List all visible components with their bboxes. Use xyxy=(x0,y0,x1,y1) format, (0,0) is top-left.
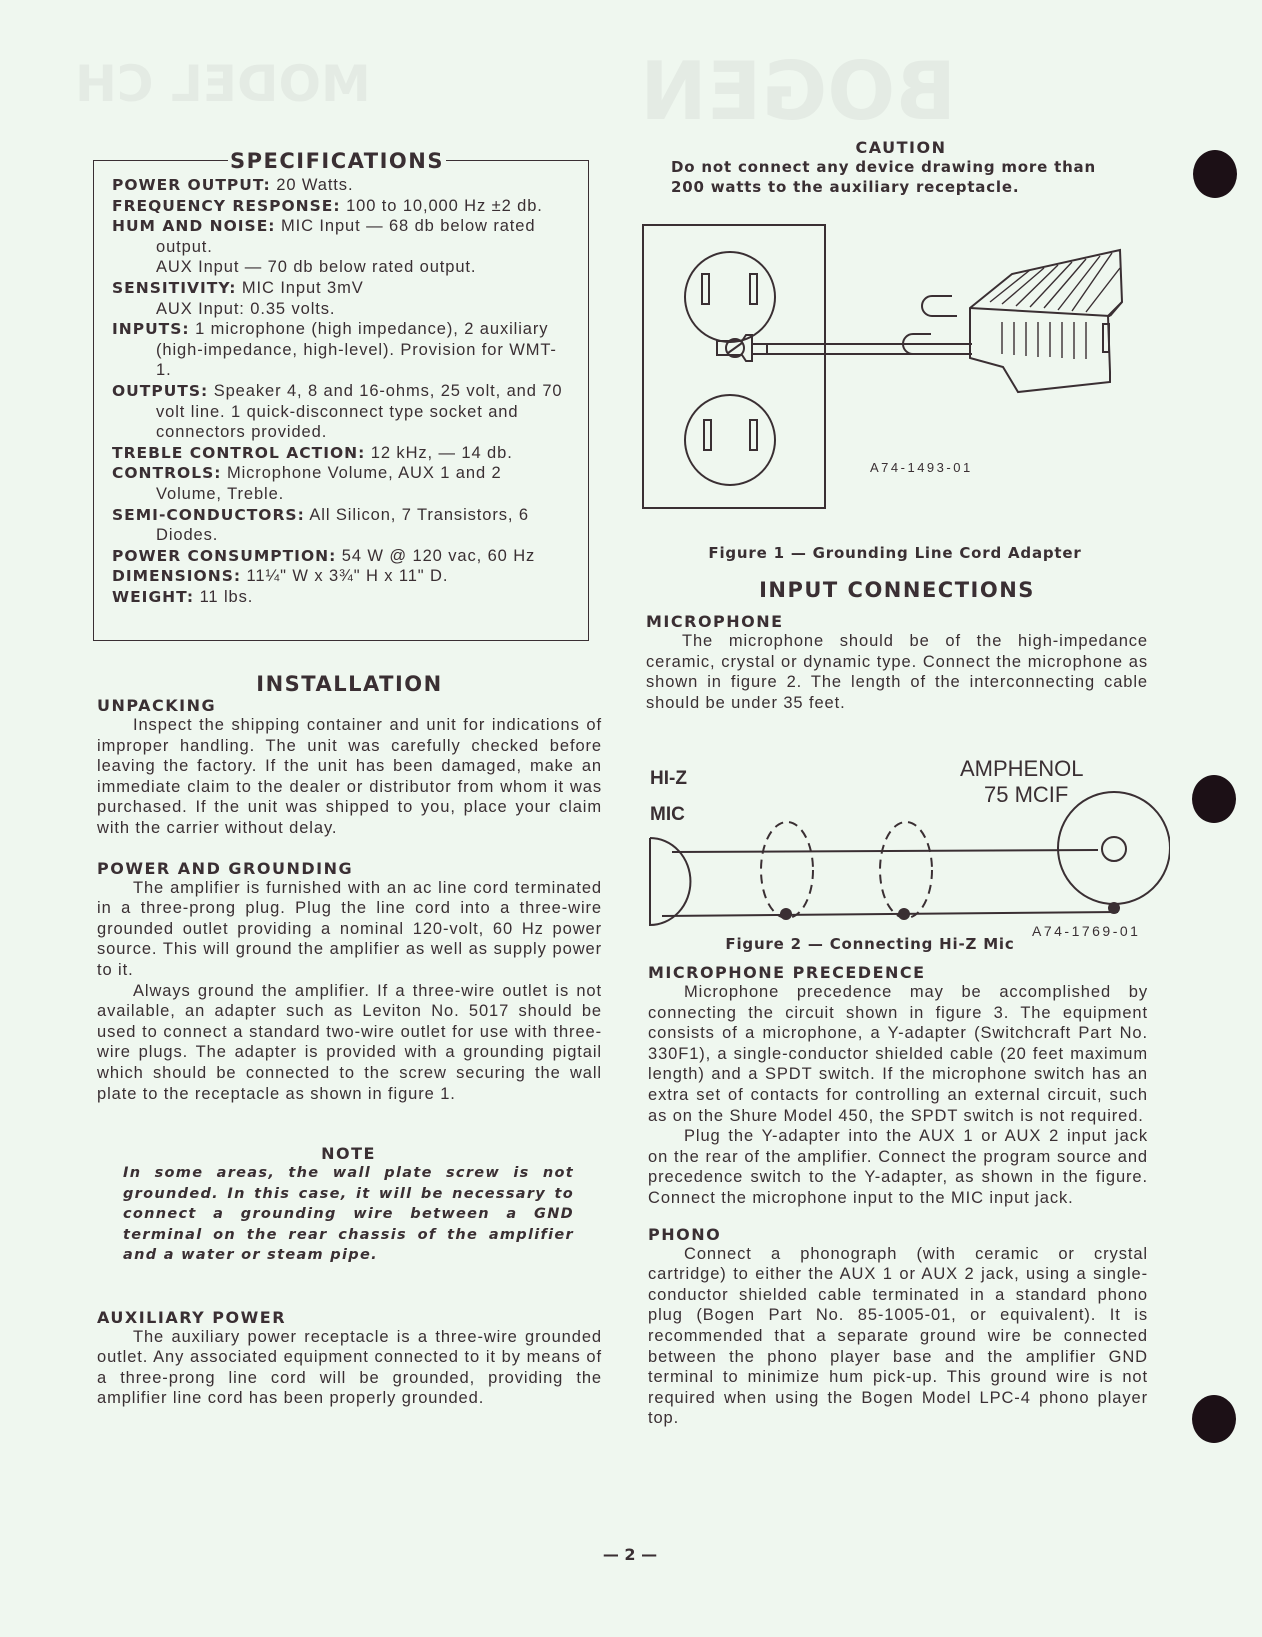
signal-conductor xyxy=(672,850,1098,852)
outlet-lower xyxy=(685,395,775,485)
amphenol-model-label: 75 MCIF xyxy=(984,782,1069,807)
spec-dimensions: DIMENSIONS: 11¼" W x 3¾" H x 11" D. xyxy=(112,567,449,586)
bleed-through-model-text: MODEL CH xyxy=(75,55,371,113)
caution-block xyxy=(671,138,1131,197)
pigtail-wire xyxy=(767,344,972,354)
mic-precedence-heading: MICROPHONE PRECEDENCE xyxy=(648,963,926,982)
spec-semiconductors: SEMI-CONDUCTORS: All Silicon, 7 Transistors, 6 Diodes. xyxy=(112,505,529,545)
specifications-box xyxy=(93,149,589,641)
aux-power-text: The auxiliary power receptacle is a three-wire grounded outlet. Any associated equipment connected to it by means of a three-prong line cord will be grounded, providing the amplifier line cord has been properly grounded. xyxy=(97,1327,602,1408)
amphenol-label: AMPHENOL xyxy=(960,756,1084,781)
right-column xyxy=(646,578,1148,713)
phono-text: Connect a phonograph (with ceramic or crystal cartridge) to either the AUX 1 or AUX 2 jack, using a single-conductor shielded cable terminated in a standard phono plug (Bogen Part No. 85-1005-01, or equivalent). It is recommended that a separate ground wire be connected between the phono player base and the amplifier GND terminal to minimize hum pick-up. This ground wire is not required when using the Bogen Model LPC-4 phono player top. xyxy=(648,1244,1148,1428)
figure-2-id: A74-1769-01 xyxy=(1032,923,1141,939)
shield-loop-2 xyxy=(880,822,932,918)
shield-loop-1 xyxy=(761,822,813,918)
figure-1-grounding-adapter xyxy=(640,222,1160,512)
note-block xyxy=(97,1144,602,1266)
spec-outputs: OUTPUTS: Speaker 4, 8 and 16-ohms, 25 volt, and 70 volt line. 1 quick-disconnect type socket and connectors provided. xyxy=(112,381,563,442)
aux-power-heading: AUXILIARY POWER xyxy=(97,1307,287,1327)
specifications-list xyxy=(112,175,572,607)
input-connections-title: INPUT CONNECTIONS xyxy=(759,578,1035,602)
figure-1-caption: Figure 1 — Grounding Line Cord Adapter xyxy=(708,544,1082,562)
left-column xyxy=(97,672,602,1409)
figure-1-id: A74-1493-01 xyxy=(870,460,973,475)
spec-frequency-response: FREQUENCY RESPONSE: 100 to 10,000 Hz ±2 db. xyxy=(112,196,543,215)
spec-controls: CONTROLS: Microphone Volume, AUX 1 and 2 Volume, Treble. xyxy=(112,464,502,503)
hiz-label: HI-Z xyxy=(650,768,687,789)
figure-2-hiz-mic-diagram xyxy=(640,750,1170,940)
phono-heading: PHONO xyxy=(648,1224,722,1244)
figure-2-caption: Figure 2 — Connecting Hi-Z Mic xyxy=(725,935,1015,953)
spec-sensitivity: SENSITIVITY: MIC Input 3mV AUX Input: 0.35 volts. xyxy=(112,278,364,318)
spec-treble-control: TREBLE CONTROL ACTION: 12 kHz, — 14 db. xyxy=(112,443,513,462)
right-column-lower xyxy=(648,963,1148,1429)
amphenol-pin xyxy=(1102,837,1126,861)
wall-plate xyxy=(643,225,825,508)
spec-inputs: INPUTS: 1 microphone (high impedance), 2 auxiliary (high-impedance, high-level). Provision for WMT-1. xyxy=(112,320,557,380)
binder-hole-bottom xyxy=(1192,1395,1236,1443)
spec-power-consumption: POWER CONSUMPTION: 54 W @ 120 vac, 60 Hz xyxy=(112,546,536,565)
mic-precedence-text: Microphone precedence may be accomplished by connecting the circuit shown in figure 3. The equipment consists of a microphone, a Y-adapter (Switchcraft Part No. 330F1), a single-conductor shielded cable (20 feet maximum length) and a SPDT switch. If the microphone switch has an extra set of contacts for controlling an external circuit, such as on the Shure Model 450, the SPDT switch is not required. Plug the Y-adapter into the AUX 1 or AUX 2 input jack on the rear of the amplifier. Connect the program source and precedence switch to the Y-adapter, as shown in the figure. Connect the microphone input to the MIC input jack. xyxy=(648,983,1148,1207)
page-number: — 2 — xyxy=(602,1545,658,1564)
outlet-upper xyxy=(685,252,775,342)
unpacking-heading: UNPACKING xyxy=(97,696,217,715)
microphone-text: The microphone should be of the high-impedance ceramic, crystal or dynamic type. Connect the microphone as shown in figure 2. The length of the interconnecting cable should be under 35 feet. xyxy=(646,632,1148,712)
binder-hole-top xyxy=(1193,150,1237,198)
mic-label: MIC xyxy=(650,804,685,825)
unpacking-text: Inspect the shipping container and unit for indications of improper handling. The unit was carefully checked before leaving the factory. If the unit has been damaged, make an immediate claim to the dealer or distributor from whom it was purchased. If the unit was shipped to you, place your claim with the carrier without delay. xyxy=(97,716,602,837)
specifications-title: SPECIFICATIONS xyxy=(230,149,444,173)
caution-heading: CAUTION xyxy=(855,138,947,157)
binder-hole-middle xyxy=(1192,775,1236,823)
power-grounding-heading: POWER AND GROUNDING xyxy=(97,858,354,878)
ground-lug xyxy=(922,296,957,316)
spec-hum-noise: HUM AND NOISE: MIC Input — 68 db below rated output. AUX Input — 70 db below rated output. xyxy=(112,217,536,277)
caution-text: Do not connect any device drawing more than 200 watts to the auxiliary receptacle. xyxy=(671,158,1096,196)
shield-conductor xyxy=(662,912,1118,916)
spec-power-output: POWER OUTPUT: 20 Watts. xyxy=(112,176,354,194)
note-text: In some areas, the wall plate screw is not grounded. In this case, it will be necessary to connect a grounding wire between a GND terminal on the rear chassis of the amplifier and a water or steam pipe. xyxy=(123,1165,574,1264)
power-grounding-text: The amplifier is furnished with an ac line cord terminated in a three-prong plug. Plug the line cord into a three-wire grounded outlet providing a nominal 120-volt, 60 Hz power source. This will ground the amplifier as well as supply power to it. Always ground the amplifier. If a three-wire outlet is not available, an adapter such as Leviton No. 5017 should be used to connect a standard two-wire outlet for use with three-wire plugs. The adapter is provided with a grounding pigtail which should be connected to the screw securing the wall plate to the receptacle as shown in figure 1. xyxy=(97,878,602,1103)
spec-weight: WEIGHT: 11 lbs. xyxy=(112,587,254,606)
installation-title: INSTALLATION xyxy=(256,672,443,696)
bleed-through-bogen-logo: BOGEN xyxy=(640,45,957,138)
note-heading: NOTE xyxy=(321,1144,376,1164)
amphenol-connector-body xyxy=(1058,792,1170,904)
microphone-heading: MICROPHONE xyxy=(646,612,784,631)
